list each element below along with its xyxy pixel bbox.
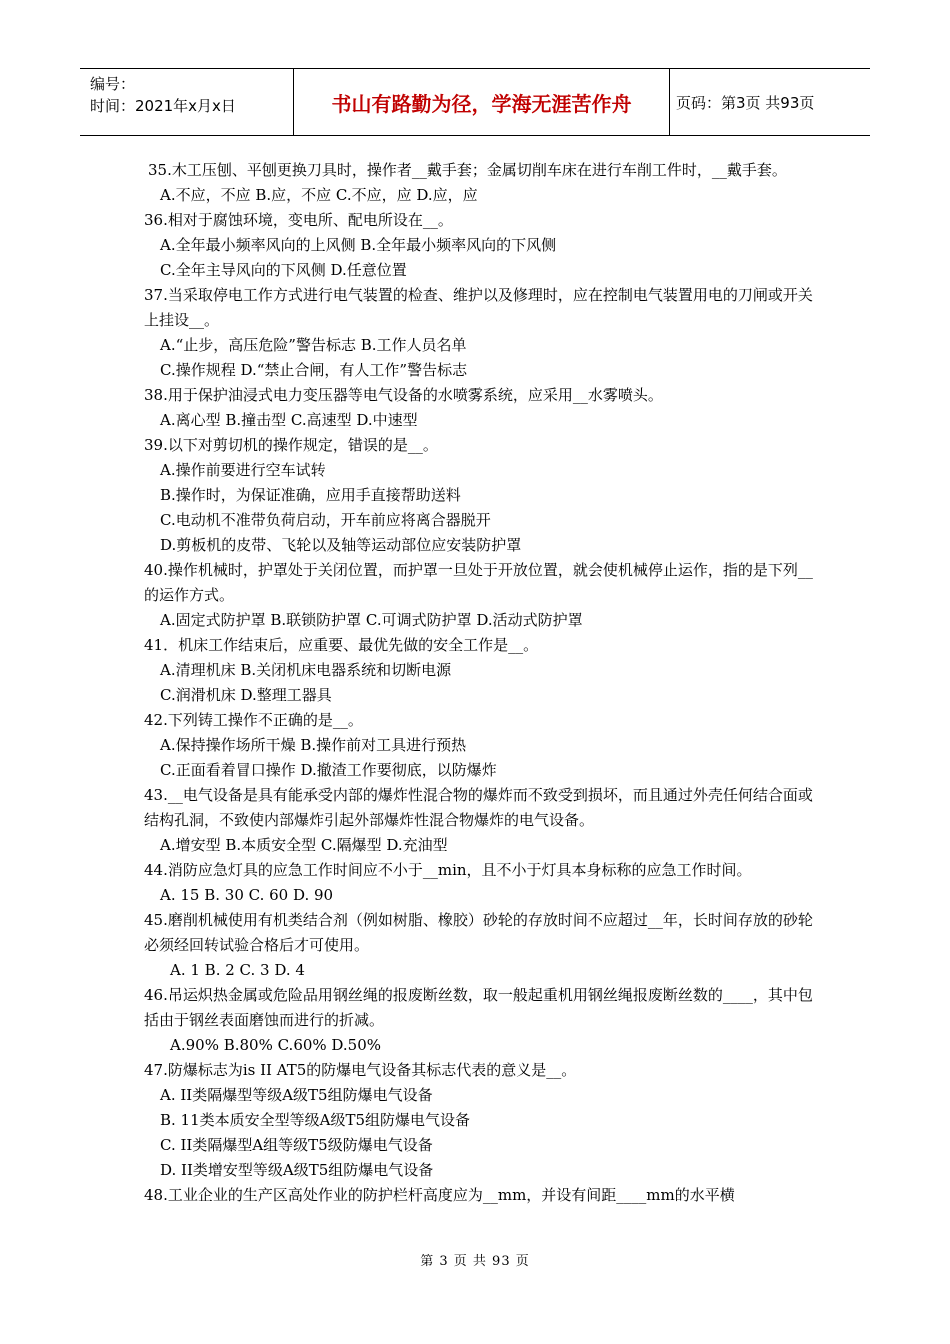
question-stem: 35.木工压刨、平刨更换刀具时，操作者__戴手套；金属切削车床在进行车削工件时，__戴手套。 [148, 161, 787, 179]
question-options: C.电动机不准带负荷启动，开车前应将离合器脱开 [160, 511, 491, 529]
page-header [80, 68, 870, 136]
question-stem: 43.__电气设备是具有能承受内部的爆炸性混合物的爆炸而不致受到损坏，而且通过外壳任何结合面或结构孔洞，不致使内部爆炸引起外部爆炸性混合物爆炸的电气设备。 [144, 786, 813, 829]
question-options: A. 15 B. 30 C. 60 D. 90 [160, 886, 334, 904]
question-options: C.正面看着冒口操作 D.撤渣工作要彻底，以防爆炸 [160, 761, 497, 779]
doc-number: 编号： [90, 75, 136, 93]
question-options: A.全年最小频率风向的上风侧 B.全年最小频率风向的下风侧 [160, 236, 557, 254]
question-options: A. II类隔爆型等级A级T5组防爆电气设备 [160, 1086, 433, 1104]
question-stem: 36.相对于腐蚀环境，变电所、配电所设在__。 [144, 211, 453, 229]
question-options: B. 11类本质安全型等级A级T5组防爆电气设备 [160, 1111, 471, 1129]
question-options: A. 1 B. 2 C. 3 D. 4 [170, 961, 305, 979]
question-options: A.离心型 B.撞击型 C.高速型 D.中速型 [160, 411, 418, 429]
question-options: A.“止步，高压危险”警告标志 B.工作人员名单 [160, 336, 467, 354]
question-stem: 42.下列铸工操作不正确的是__。 [144, 711, 363, 729]
question-stem: 44.消防应急灯具的应急工作时间应不小于__min，且不小于灯具本身标称的应急工作时间。 [144, 861, 752, 879]
question-options: A.固定式防护罩 B.联锁防护罩 C.可调式防护罩 D.活动式防护罩 [160, 611, 583, 629]
header-motto: 书山有路勤为径，学海无涯苦作舟 [294, 69, 670, 135]
question-options: A.90% B.80% C.60% D.50% [170, 1036, 382, 1054]
question-options: C.全年主导风向的下风侧 D.任意位置 [160, 261, 407, 279]
question-stem: 39.以下对剪切机的操作规定，错误的是__。 [144, 436, 438, 454]
question-options: A.保持操作场所干燥 B.操作前对工具进行预热 [160, 736, 467, 754]
question-stem: 45.磨削机械使用有机类结合剂（例如树脂、橡胶）砂轮的存放时间不应超过__年，长时间存放的砂轮必须经回转试验合格后才可使用。 [144, 911, 813, 954]
question-stem: 37.当采取停电工作方式进行电气装置的检查、维护以及修理时，应在控制电气装置用电的刀闸或开关上挂设__。 [144, 286, 813, 329]
question-stem: 38.用于保护油浸式电力变压器等电气设备的水喷雾系统，应采用__水雾喷头。 [144, 386, 663, 404]
question-options: A.清理机床 B.关闭机床电器系统和切断电源 [160, 661, 452, 679]
header-meta [80, 69, 294, 135]
question-options: C.润滑机床 D.整理工器具 [160, 686, 332, 704]
question-stem: 41．机床工作结束后，应重要、最优先做的安全工作是__。 [144, 636, 539, 654]
question-stem: 46.吊运炽热金属或危险品用钢丝绳的报废断丝数，取一般起重机用钢丝绳报废断丝数的____，其中包括由于钢丝表面磨蚀而进行的折减。 [144, 986, 813, 1029]
question-list [144, 158, 814, 1208]
doc-date: 时间：2021年x月x日 [90, 97, 236, 115]
question-stem: 47.防爆标志为is II AT5的防爆电气设备其标志代表的意义是__。 [144, 1061, 577, 1079]
question-options: D.剪板机的皮带、飞轮以及轴等运动部位应安装防护罩 [160, 536, 522, 554]
page-footer: 第 3 页 共 93 页 [420, 1254, 530, 1269]
header-page-info: 页码：第3页 共93页 [676, 93, 815, 112]
question-options: A.增安型 B.本质安全型 C.隔爆型 D.充油型 [160, 836, 448, 854]
question-stem: 48.工业企业的生产区高处作业的防护栏杆高度应为__mm，并设有间距____mm的水平横 [144, 1186, 735, 1204]
question-options: D. II类增安型等级A级T5组防爆电气设备 [160, 1161, 434, 1179]
question-options: C. II类隔爆型A组等级T5级防爆电气设备 [160, 1136, 433, 1154]
question-options: C.操作规程 D.“禁止合闸，有人工作”警告标志 [160, 361, 468, 379]
question-options: A.不应，不应 B.应，不应 C.不应，应 D.应，应 [160, 186, 478, 204]
question-options: B.操作时，为保证准确，应用手直接帮助送料 [160, 486, 461, 504]
question-stem: 40.操作机械时，护罩处于关闭位置，而护罩一旦处于开放位置，就会使机械停止运作，指的是下列__的运作方式。 [144, 561, 813, 604]
question-options: A.操作前要进行空车试转 [160, 461, 326, 479]
